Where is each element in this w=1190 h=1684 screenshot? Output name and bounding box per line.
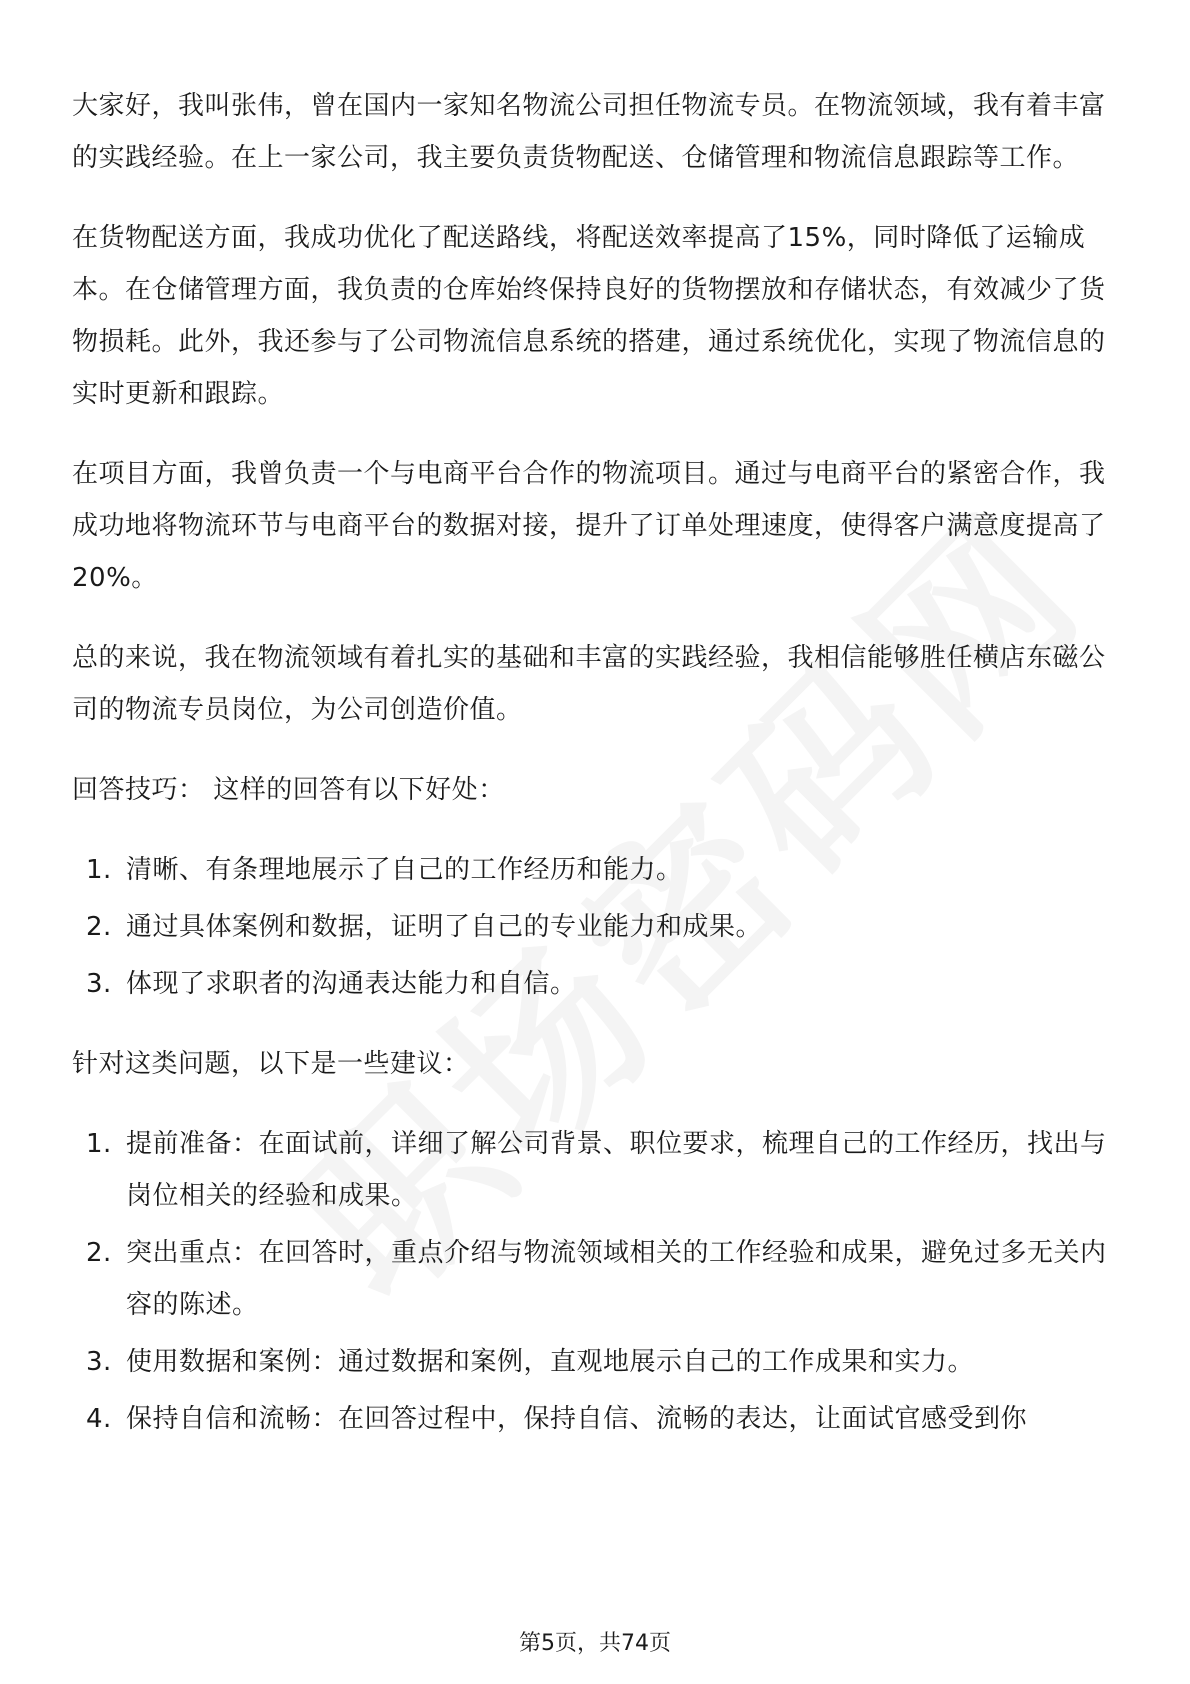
list-item-text: 通过具体案例和数据，证明了自己的专业能力和成果。 — [126, 912, 763, 942]
suggestions-heading: 针对这类问题，以下是一些建议： — [72, 1049, 470, 1079]
list-item-text: 使用数据和案例：通过数据和案例，直观地展示自己的工作成果和实力。 — [126, 1347, 975, 1377]
list-number: 4. — [86, 1404, 112, 1434]
list-item — [72, 1393, 1118, 1445]
list-item — [72, 901, 1118, 953]
list-item — [72, 1336, 1118, 1388]
list-number: 3. — [86, 1347, 112, 1377]
list-item-text: 保持自信和流畅：在回答过程中，保持自信、流畅的表达，让面试官感受到你 — [126, 1404, 1028, 1434]
list-number: 1. — [86, 1129, 112, 1159]
list-number: 2. — [86, 912, 112, 942]
list-item-text: 突出重点：在回答时，重点介绍与物流领域相关的工作经验和成果，避免过多无关内容的陈述。 — [126, 1238, 1107, 1320]
list-item-text: 体现了求职者的沟通表达能力和自信。 — [126, 969, 577, 999]
suggestions-list — [72, 1118, 1118, 1445]
document-body — [72, 80, 1118, 1473]
benefits-list — [72, 844, 1118, 1010]
list-number: 3. — [86, 969, 112, 999]
project-paragraph: 在项目方面，我曾负责一个与电商平台合作的物流项目。通过与电商平台的紧密合作，我成功地将物流环节与电商平台的数据对接，提升了订单处理速度，使得客户满意度提高了20%。 — [72, 459, 1106, 593]
experience-paragraph: 在货物配送方面，我成功优化了配送路线，将配送效率提高了15%，同时降低了运输成本。在仓储管理方面，我负责的仓库始终保持良好的货物摆放和存储状态，有效减少了货物损耗。此外，我还参与了公司物流信息系统的搭建，通过系统优化，实现了物流信息的实时更新和跟踪。 — [72, 223, 1106, 409]
intro-paragraph: 大家好，我叫张伟，曾在国内一家知名物流公司担任物流专员。在物流领域，我有着丰富的实践经验。在上一家公司，我主要负责货物配送、仓储管理和物流信息跟踪等工作。 — [72, 91, 1106, 173]
summary-paragraph: 总的来说，我在物流领域有着扎实的基础和丰富的实践经验，我相信能够胜任横店东磁公司的物流专员岗位，为公司创造价值。 — [72, 643, 1106, 725]
list-item — [72, 1227, 1118, 1331]
list-number: 1. — [86, 855, 112, 885]
list-item-text: 提前准备：在面试前，详细了解公司背景、职位要求，梳理自己的工作经历，找出与岗位相关的经验和成果。 — [126, 1129, 1107, 1211]
list-item — [72, 958, 1118, 1010]
tips-heading: 回答技巧： 这样的回答有以下好处： — [72, 775, 505, 805]
list-item — [72, 1118, 1118, 1222]
list-item-text: 清晰、有条理地展示了自己的工作经历和能力。 — [126, 855, 683, 885]
list-item — [72, 844, 1118, 896]
page-number-footer: 第5页，共74页 — [519, 1631, 671, 1656]
list-number: 2. — [86, 1238, 112, 1268]
